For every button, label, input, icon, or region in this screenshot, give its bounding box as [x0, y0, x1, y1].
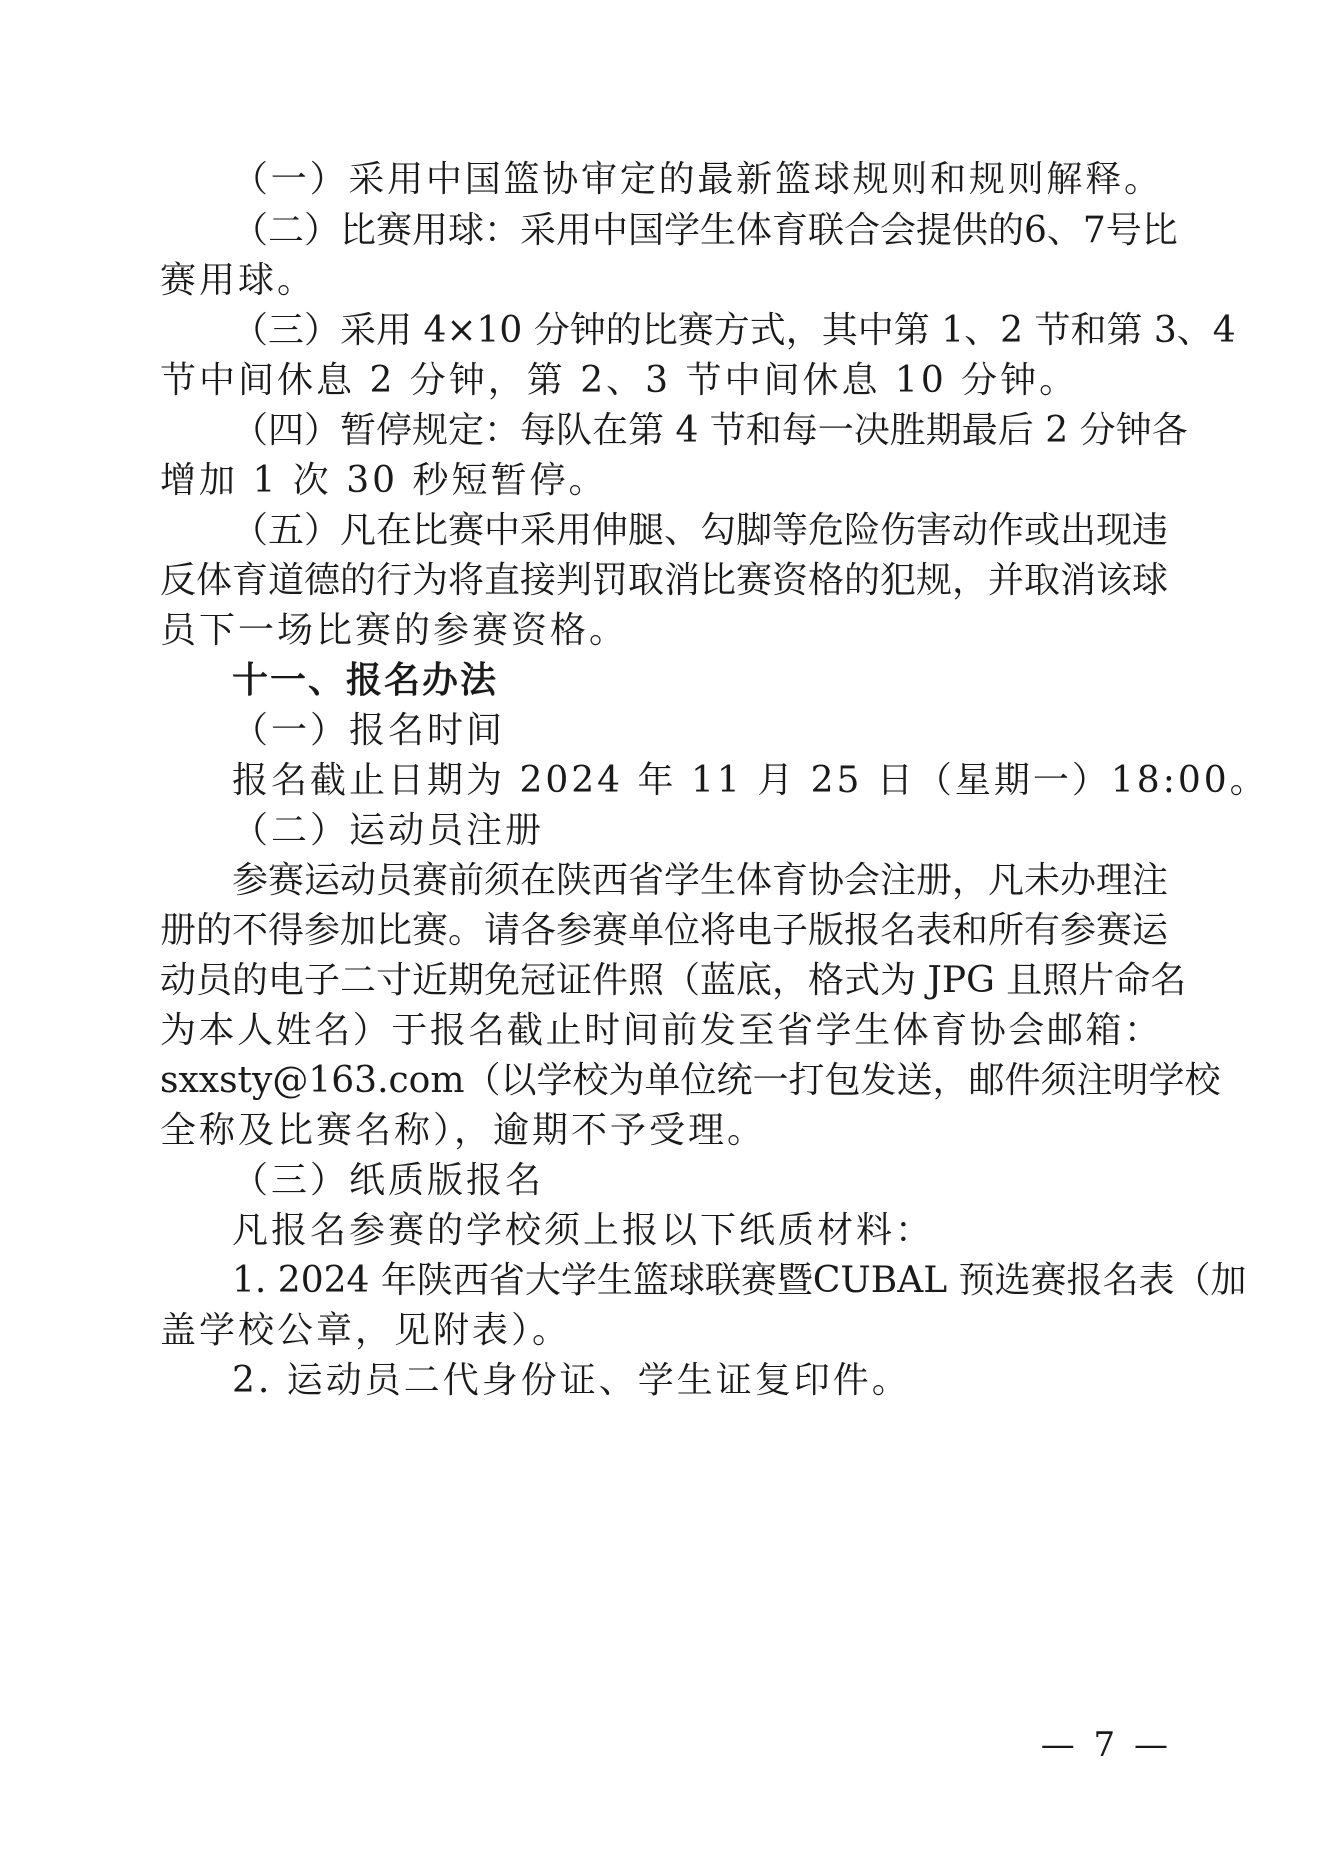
subheading-athlete-registration: （二）运动员注册 — [232, 810, 545, 851]
rule-item-4-line-2: 增加 1 次 30 秒短暂停。 — [160, 460, 608, 501]
rule-item-2-line-1: （二）比赛用球：采用中国学生体育联合会提供的6、7号比 — [232, 210, 1178, 251]
registration-deadline-text: 报名截止日期为 2024 年 11 月 25 日（星期一）18:00。 — [232, 760, 1269, 801]
rule-item-4-line-1: （四）暂停规定：每队在第 4 节和每一决胜期最后 2 分钟各 — [232, 410, 1188, 451]
rule-item-5-line-3: 员下一场比赛的参赛资格。 — [160, 610, 629, 651]
subheading-registration-time: （一）报名时间 — [232, 710, 506, 751]
page-number: — 7 — — [1040, 1725, 1172, 1765]
athlete-registration-line-1: 参赛运动员赛前须在陕西省学生体育协会注册，凡未办理注 — [232, 860, 1169, 901]
athlete-registration-line-3: 动员的电子二寸近期免冠证件照（蓝底，格式为 JPG 且照片命名 — [160, 960, 1187, 1001]
athlete-registration-line-2: 册的不得参加比赛。请各参赛单位将电子版报名表和所有参赛运 — [160, 910, 1169, 951]
paper-materials-intro: 凡报名参赛的学校须上报以下纸质材料： — [232, 1210, 935, 1251]
section-heading-registration: 十一、报名办法 — [232, 660, 499, 701]
paper-material-2: 2. 运动员二代身份证、学生证复印件。 — [232, 1360, 911, 1401]
subheading-paper-registration: （三）纸质版报名 — [232, 1160, 545, 1201]
rule-item-5-line-1: （五）凡在比赛中采用伸腿、勾脚等危险伤害动作或出现违 — [232, 510, 1169, 551]
rule-item-5-line-2: 反体育道德的行为将直接判罚取消比赛资格的犯规，并取消该球 — [160, 560, 1169, 601]
rule-item-3-line-2: 节中间休息 2 分钟，第 2、3 节中间休息 10 分钟。 — [160, 360, 1079, 401]
paper-material-1-line-1: 1. 2024 年陕西省大学生篮球联赛暨CUBAL 预选赛报名表（加 — [232, 1260, 1247, 1301]
athlete-registration-line-5-email: sxxsty@163.com（以学校为单位统一打包发送，邮件须注明学校 — [160, 1060, 1221, 1101]
rule-item-2-line-2: 赛用球。 — [160, 260, 317, 301]
rule-item-3-line-1: （三）采用 4×10 分钟的比赛方式，其中第 1、2 节和第 3、4 — [232, 310, 1236, 351]
rule-item-1: （一）采用中国篮协审定的最新篮球规则和规则解释。 — [232, 159, 1160, 200]
athlete-registration-line-6: 全称及比赛名称），逾期不予受理。 — [160, 1110, 767, 1151]
athlete-registration-line-4: 为本人姓名）于报名截止时间前发至省学生体育协会邮箱： — [160, 1010, 1160, 1051]
paper-material-1-line-2: 盖学校公章，见附表）。 — [160, 1310, 572, 1351]
